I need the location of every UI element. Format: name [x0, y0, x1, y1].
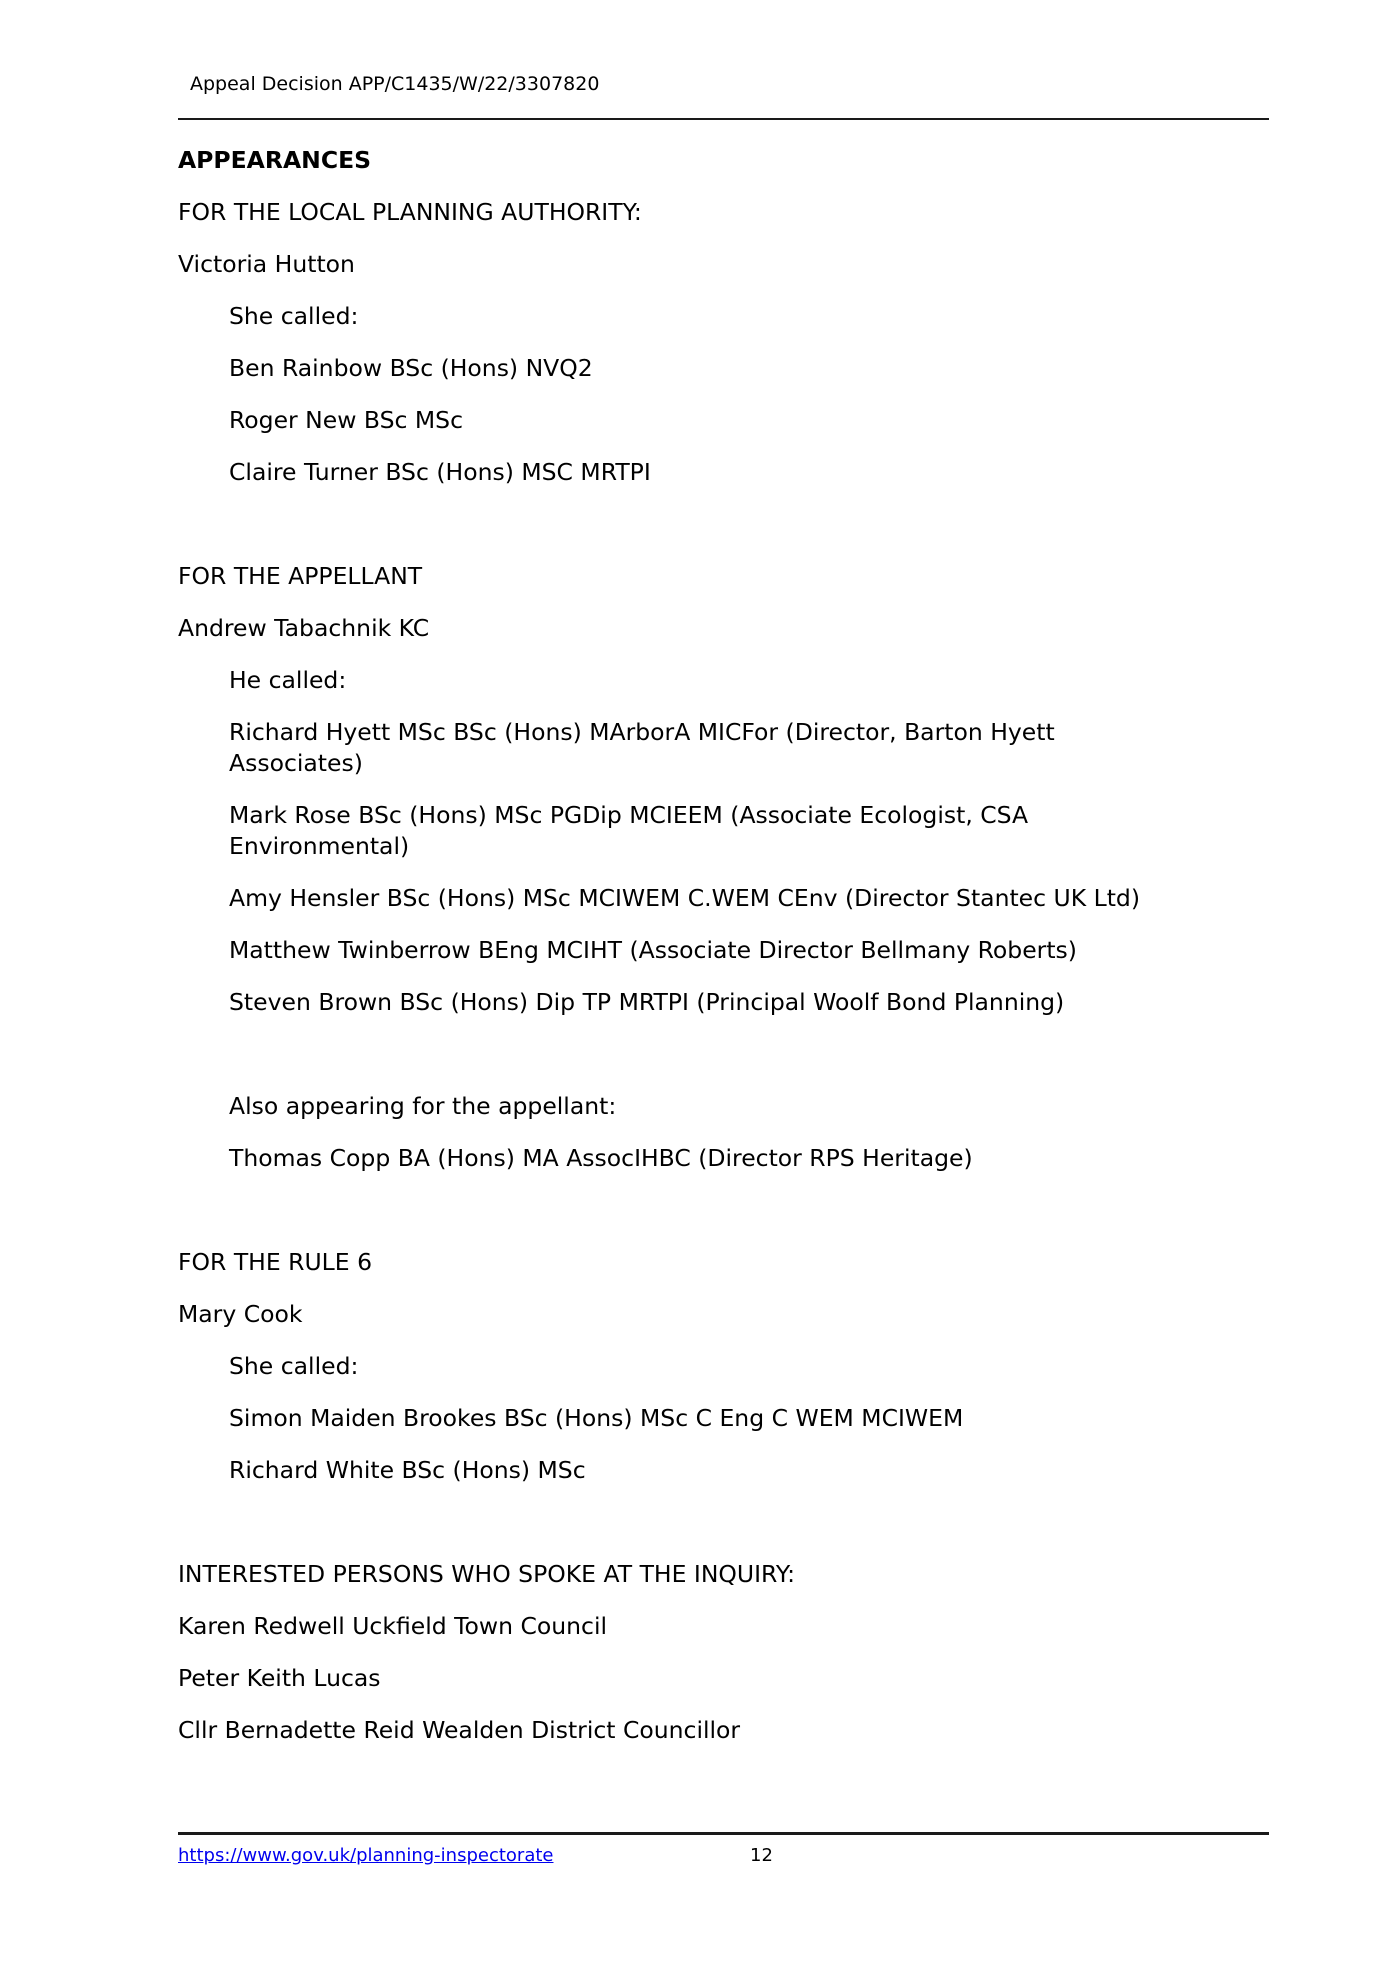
rule6-witness: Richard White BSc (Hons) MSc — [229, 1456, 586, 1484]
appellant-witness — [178, 717, 1288, 779]
planning-inspectorate-link[interactable]: https://www.gov.uk/planning-inspectorate — [178, 1845, 554, 1866]
rule6-label: FOR THE RULE 6 — [178, 1248, 373, 1276]
lpa-witness: Roger New BSc MSc — [229, 406, 464, 434]
appellant-witness — [178, 800, 1288, 862]
lpa-witness: Ben Rainbow BSc (Hons) NVQ2 — [229, 354, 593, 382]
appellant-label: FOR THE APPELLANT — [178, 562, 423, 590]
witness-line: Mark Rose BSc (Hons) MSc PGDip MCIEEM (Associate Ecologist, CSA — [229, 801, 1029, 829]
also-appearing-person: Thomas Copp BA (Hons) MA AssocIHBC (Director RPS Heritage) — [229, 1144, 973, 1172]
appellant-advocate: Andrew Tabachnik KC — [178, 614, 430, 642]
appellant-witness: Amy Hensler BSc (Hons) MSc MCIWEM C.WEM CEnv (Director Stantec UK Ltd) — [229, 884, 1141, 912]
section-heading: APPEARANCES — [178, 146, 372, 174]
interested-person: Cllr Bernadette Reid Wealden District Councillor — [178, 1716, 741, 1744]
rule6-advocate: Mary Cook — [178, 1300, 303, 1328]
blank-line — [178, 509, 1288, 561]
appellant-witness: Matthew Twinberrow BEng MCIHT (Associate Director Bellmany Roberts) — [229, 936, 1077, 964]
lpa-advocate: Victoria Hutton — [178, 250, 355, 278]
header-divider — [178, 118, 1269, 120]
blank-line — [178, 1039, 1288, 1091]
witness-line: Associates) — [229, 749, 363, 777]
lpa-witness: Claire Turner BSc (Hons) MSC MRTPI — [229, 458, 651, 486]
interested-persons-label: INTERESTED PERSONS WHO SPOKE AT THE INQUIRY: — [178, 1560, 796, 1588]
appellant-called-label: He called: — [229, 666, 347, 694]
page-number: 12 — [750, 1845, 773, 1866]
interested-person: Peter Keith Lucas — [178, 1664, 381, 1692]
lpa-called-label: She called: — [229, 302, 359, 330]
interested-person: Karen Redwell Uckfield Town Council — [178, 1612, 608, 1640]
appearances-section — [178, 145, 1288, 1767]
lpa-label: FOR THE LOCAL PLANNING AUTHORITY: — [178, 198, 642, 226]
footer-divider — [178, 1832, 1269, 1835]
witness-line: Richard Hyett MSc BSc (Hons) MArborA MICFor (Director, Barton Hyett — [229, 718, 1055, 746]
witness-line: Environmental) — [229, 832, 410, 860]
document-reference: Appeal Decision APP/C1435/W/22/3307820 — [190, 73, 600, 95]
also-appearing-label: Also appearing for the appellant: — [229, 1092, 617, 1120]
blank-line — [178, 1507, 1288, 1559]
appellant-witness: Steven Brown BSc (Hons) Dip TP MRTPI (Principal Woolf Bond Planning) — [229, 988, 1065, 1016]
blank-line — [178, 1195, 1288, 1247]
rule6-witness: Simon Maiden Brookes BSc (Hons) MSc C Eng C WEM MCIWEM — [229, 1404, 964, 1432]
rule6-called-label: She called: — [229, 1352, 359, 1380]
